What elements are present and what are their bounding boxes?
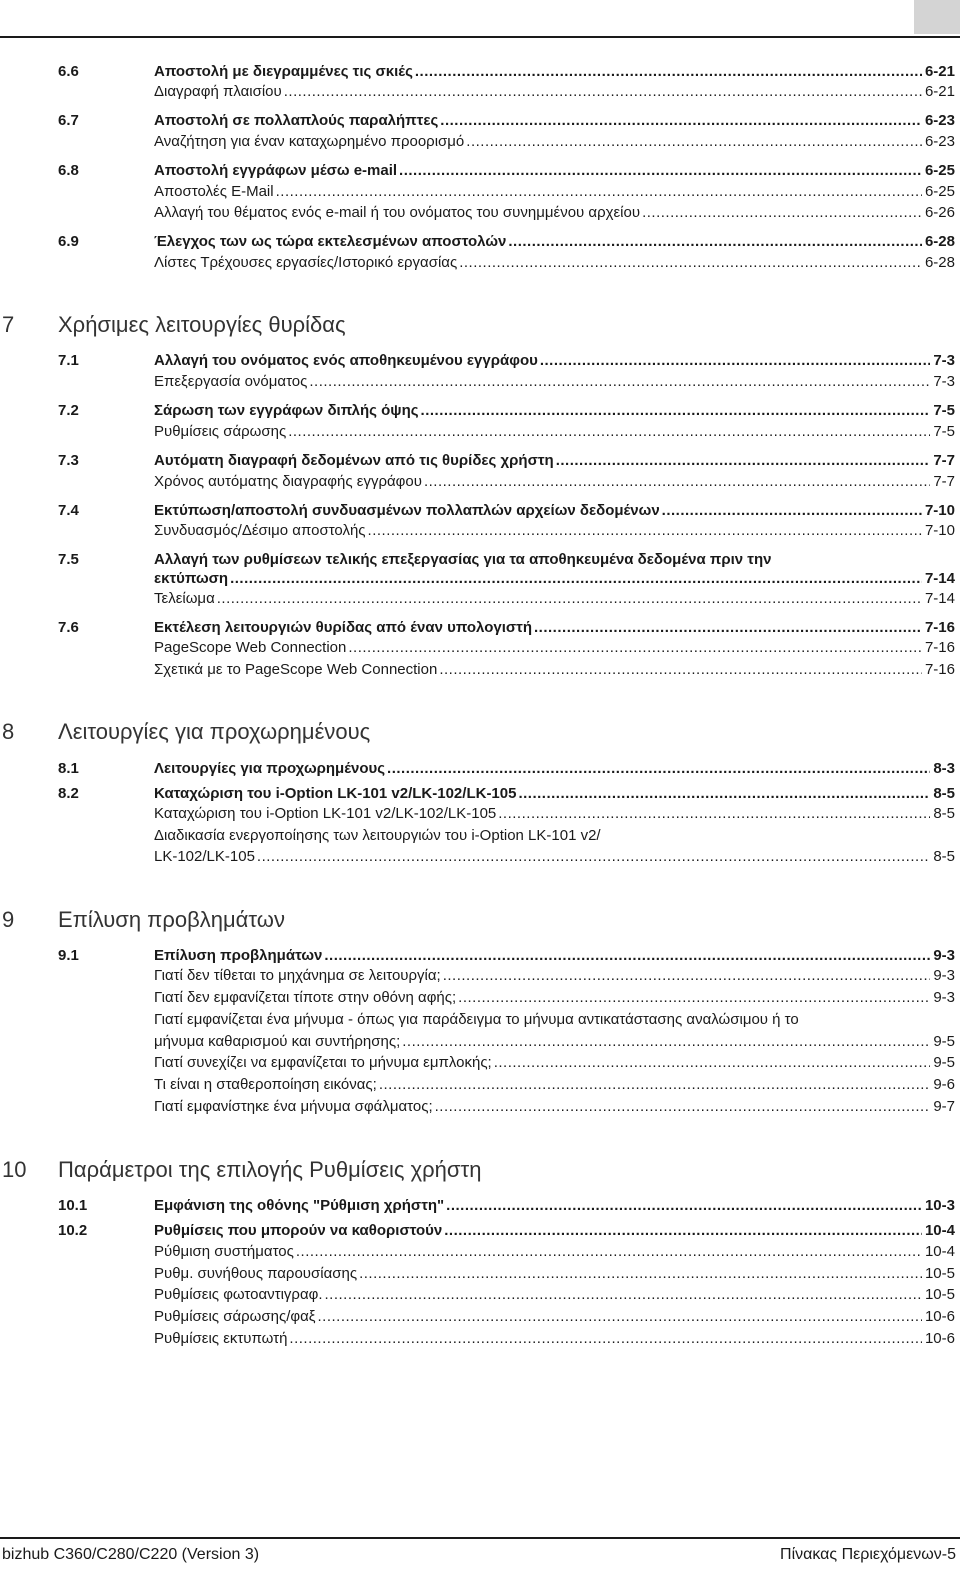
- toc-entry-number: 8.2: [58, 785, 79, 802]
- footer-rule: [0, 1537, 960, 1539]
- toc-entry[interactable]: [58, 253, 955, 273]
- toc-entry-title: Έλεγχος των ως τώρα εκτελεσμένων αποστολών: [154, 233, 507, 250]
- toc-entry[interactable]: [58, 1075, 955, 1095]
- toc-entry-page: 9-5: [933, 1033, 955, 1050]
- footer-product-name: bizhub C360/C280/C220 (Version 3): [2, 1546, 260, 1563]
- chapter-number: 10: [2, 1157, 27, 1182]
- toc-entry[interactable]: [58, 1307, 955, 1327]
- toc-entry[interactable]: [58, 804, 955, 824]
- toc-entry-page: 6-26: [924, 204, 955, 221]
- toc-entry-title: Τελείωμα: [154, 590, 215, 607]
- toc-entry-number: 7.1: [58, 352, 79, 369]
- toc-entry[interactable]: [58, 946, 955, 966]
- toc-entry-title: Τι είναι η σταθεροποίηση εικόνας;: [154, 1076, 377, 1093]
- chapter-title: Επίλυση προβλημάτων: [58, 907, 285, 932]
- toc-entry-continued[interactable]: [58, 1032, 955, 1052]
- toc-entry-page: 6-23: [924, 112, 955, 129]
- toc-entry[interactable]: [58, 759, 955, 779]
- toc-entry-page: 9-7: [933, 1098, 955, 1115]
- toc-entry-number: 7.6: [58, 619, 79, 636]
- toc-entry-number: 9.1: [58, 947, 79, 964]
- toc-entry-page: 10-6: [924, 1308, 955, 1325]
- toc-entry-page: 6-25: [924, 183, 955, 200]
- toc-entry-title: Εμφάνιση της οθόνης "Ρύθμιση χρήστη": [154, 1197, 445, 1214]
- toc-entry[interactable]: [58, 1285, 955, 1305]
- toc-entry-title: Γιατί δεν τίθεται το μηχάνημα σε λειτουργία;: [154, 967, 441, 984]
- toc-entry[interactable]: [58, 966, 955, 986]
- toc-entry-title: Αναζήτηση για έναν καταχωρημένο προορισμό: [154, 133, 465, 150]
- toc-entry-page: 8-5: [933, 805, 955, 822]
- toc-entry-number: 6.8: [58, 162, 79, 179]
- toc-entry[interactable]: [58, 521, 955, 541]
- toc-entry-title: Ρυθμίσεις που μπορούν να καθοριστούν: [154, 1222, 443, 1239]
- chapter-title: Χρήσιμες λειτουργίες θυρίδας: [58, 312, 346, 337]
- toc-entry[interactable]: [58, 501, 955, 521]
- toc-entry-page: 7-10: [924, 502, 955, 519]
- toc-entry-page: 7-16: [924, 619, 955, 636]
- toc-entry-number: 8.1: [58, 760, 79, 777]
- toc-entry-page: 6-23: [924, 133, 955, 150]
- toc-entry-number: 7.4: [58, 502, 79, 519]
- toc-entry[interactable]: [58, 62, 955, 82]
- toc-entry-page: 8-5: [933, 785, 955, 802]
- toc-entry-title: Γιατί εμφανίστηκε ένα μήνυμα σφάλματος;: [154, 1098, 433, 1115]
- toc-entry-page: 6-21: [924, 83, 955, 100]
- toc-entry-number: 7.2: [58, 402, 79, 419]
- chapter-number: 7: [2, 312, 15, 337]
- toc-entry[interactable]: [58, 82, 955, 102]
- toc-entry-page: 7-7: [933, 452, 955, 469]
- toc-entry-page: 10-3: [924, 1197, 955, 1214]
- toc-entry-title: PageScope Web Connection: [154, 639, 347, 656]
- toc-entry[interactable]: [58, 422, 955, 442]
- toc-entry[interactable]: [58, 638, 955, 658]
- toc-entry-number: 7.5: [58, 551, 79, 568]
- toc-entry-title-continued: μήνυμα καθαρισμού και συντήρησης;: [154, 1033, 401, 1050]
- toc-entry-title: Αποστολή εγγράφων μέσω e-mail: [154, 162, 398, 179]
- toc-entry-page: 8-3: [933, 760, 955, 777]
- toc-entry-title: Ρύθμιση συστήματος: [154, 1243, 294, 1260]
- toc-entry-number: 10.1: [58, 1197, 88, 1214]
- toc-entry-title: Εκτέλεση λειτουργιών θυρίδας από έναν υπολογιστή: [154, 619, 533, 636]
- toc-entry-title: Αποστολή με διεγραμμένες τις σκιές: [154, 63, 413, 80]
- toc-entry-page: 10-4: [924, 1222, 955, 1239]
- toc-entry-page: 10-4: [924, 1243, 955, 1260]
- toc-entry-page: 7-14: [924, 570, 955, 587]
- toc-entry-title: Ρυθμίσεις εκτυπωτή: [154, 1330, 288, 1347]
- toc-entry-title: Καταχώριση του i-Option LK-101 v2/LK-102/LK-105: [154, 805, 497, 822]
- toc-entry-title: Σχετικά με το PageScope Web Connection: [154, 661, 438, 678]
- top-rule: [0, 36, 960, 38]
- toc-entry-page: 7-7: [933, 473, 955, 490]
- toc-entry-page: 7-5: [933, 402, 955, 419]
- toc-entry[interactable]: [58, 351, 955, 371]
- toc-entry-page: 9-6: [933, 1076, 955, 1093]
- toc-entry-page: 7-14: [924, 590, 955, 607]
- toc-entry-title[interactable]: Διαδικασία ενεργοποίησης των λειτουργιών του i-Option LK-101 v2/: [154, 827, 601, 844]
- toc-entry-page: 9-5: [933, 1054, 955, 1071]
- toc-entry-page: 10-5: [924, 1286, 955, 1303]
- toc-entry[interactable]: [58, 988, 955, 1008]
- toc-entry-title: Εκτύπωση/αποστολή συνδυασμένων πολλαπλών αρχείων δεδομένων: [154, 502, 660, 519]
- toc-entry-page: 10-6: [924, 1330, 955, 1347]
- toc-entry-number: 6.7: [58, 112, 79, 129]
- toc-entry-page: 9-3: [933, 989, 955, 1006]
- chapter-title: Παράμετροι της επιλογής Ρυθμίσεις χρήστη: [58, 1157, 482, 1182]
- toc-entry-title-continued: εκτύπωση: [154, 570, 229, 587]
- toc-entry-title: Χρόνος αυτόματης διαγραφής εγγράφου: [154, 473, 422, 490]
- toc-entry-title-continued: LK-102/LK-105: [154, 848, 255, 865]
- toc-entry[interactable]: [58, 589, 955, 609]
- toc-entry-page: 6-25: [924, 162, 955, 179]
- toc-entry-page: 6-28: [924, 254, 955, 271]
- toc-entry-title: Ρυθμίσεις φωτοαντιγραφ.: [154, 1286, 323, 1303]
- toc-entry-number: 7.3: [58, 452, 79, 469]
- toc-entry-page: 6-21: [924, 63, 955, 80]
- toc-entry-title: Καταχώριση του i-Option LK-101 v2/LK-102/LK-105: [154, 785, 517, 802]
- chapter-title: Λειτουργίες για προχωρημένους: [58, 719, 371, 744]
- toc-entry[interactable]: [58, 451, 955, 471]
- toc-entry[interactable]: [58, 182, 955, 202]
- toc-entry[interactable]: [58, 472, 955, 492]
- page-corner-tab: [914, 0, 960, 34]
- chapter-number: 9: [2, 907, 15, 932]
- toc-entry-title: Αλλαγή του ονόματος ενός αποθηκευμένου εγγράφου: [154, 352, 538, 369]
- toc-entry-page: 7-5: [933, 423, 955, 440]
- toc-entry[interactable]: [58, 111, 955, 131]
- toc-entry-page: 7-16: [924, 661, 955, 678]
- toc-entry[interactable]: [58, 1053, 955, 1073]
- toc-entry[interactable]: [58, 203, 955, 223]
- toc-entry[interactable]: [58, 161, 955, 181]
- toc-entry[interactable]: [58, 1097, 955, 1117]
- toc-entry-number: 6.9: [58, 233, 79, 250]
- toc-entry-title: Επεξεργασία ονόματος: [154, 373, 308, 390]
- toc-entry-title: Σάρωση των εγγράφων διπλής όψης: [154, 402, 419, 419]
- toc-entry[interactable]: [58, 784, 955, 804]
- toc-entry-title: Λίστες Τρέχουσες εργασίες/Ιστορικό εργασίας: [154, 254, 458, 271]
- toc-entry[interactable]: [58, 1196, 955, 1216]
- toc-entry[interactable]: [58, 550, 955, 570]
- toc-entry-page: 8-5: [933, 848, 955, 865]
- toc-entry-page: 10-5: [924, 1265, 955, 1282]
- toc-entry-title: Γιατί δεν εμφανίζεται τίποτε στην οθόνη αφής;: [154, 989, 457, 1006]
- toc-entry[interactable]: [58, 1329, 955, 1349]
- toc-entry-title: Λειτουργίες για προχωρημένους: [154, 760, 386, 777]
- footer-page-label: Πίνακας Περιεχόμενων-5: [780, 1546, 956, 1563]
- toc-entry-title: Αλλαγή των ρυθμίσεων τελικής επεξεργασίας για τα αποθηκευμένα δεδομένα πριν την: [154, 551, 772, 568]
- toc-entry-title: Διαγραφή πλαισίου: [154, 83, 282, 100]
- toc-entry[interactable]: [58, 372, 955, 392]
- toc-entry-number: 10.2: [58, 1222, 88, 1239]
- toc-entry[interactable]: [58, 401, 955, 421]
- toc-entry-title: Αποστολές E-Mail: [154, 183, 274, 200]
- toc-entry-title: Ρυθμίσεις σάρωσης: [154, 423, 287, 440]
- toc-entry-number: 6.6: [58, 63, 79, 80]
- toc-entry[interactable]: [58, 1264, 955, 1284]
- toc-entry-page: 9-3: [933, 967, 955, 984]
- toc-entry[interactable]: [58, 132, 955, 152]
- toc-entry-page: 7-10: [924, 522, 955, 539]
- toc-entry-title: Αλλαγή του θέματος ενός e-mail ή του ονόματος του συνημμένου αρχείου: [154, 204, 641, 221]
- toc-entry-page: 9-3: [933, 947, 955, 964]
- toc-entry-title: Επίλυση προβλημάτων: [154, 947, 323, 964]
- toc-entry-title: Αποστολή σε πολλαπλούς παραλήπτες: [154, 112, 439, 129]
- toc-entry-title[interactable]: Γιατί εμφανίζεται ένα μήνυμα - όπως για παράδειγμα το μήνυμα αντικατάστασης αναλώσιμου ή το: [154, 1011, 799, 1028]
- toc-entry[interactable]: [58, 1221, 955, 1241]
- toc-entry-page: 7-16: [924, 639, 955, 656]
- toc-entry[interactable]: [58, 618, 955, 638]
- toc-entry-page: 7-3: [933, 373, 955, 390]
- toc-entry[interactable]: [58, 1242, 955, 1262]
- toc-entry-page: 6-28: [924, 233, 955, 250]
- toc-entry-title: Γιατί συνεχίζει να εμφανίζεται το μήνυμα εμπλοκής;: [154, 1054, 492, 1071]
- toc-entry-title: Ρυθμίσεις σάρωσης/φαξ: [154, 1308, 316, 1325]
- toc-entry-page: 7-3: [933, 352, 955, 369]
- toc-entry-continued[interactable]: [58, 569, 955, 589]
- toc-entry-title: Ρυθμ. συνήθους παρουσίασης: [154, 1265, 358, 1282]
- toc-entry-continued[interactable]: [58, 847, 955, 867]
- toc-entry-title: Αυτόματη διαγραφή δεδομένων από τις θυρίδες χρήστη: [154, 452, 554, 469]
- toc-entry[interactable]: [58, 232, 955, 252]
- chapter-number: 8: [2, 719, 15, 744]
- toc-entry-title: Συνδυασμός/Δέσιμο αποστολής: [154, 522, 366, 539]
- toc-entry[interactable]: [58, 660, 955, 680]
